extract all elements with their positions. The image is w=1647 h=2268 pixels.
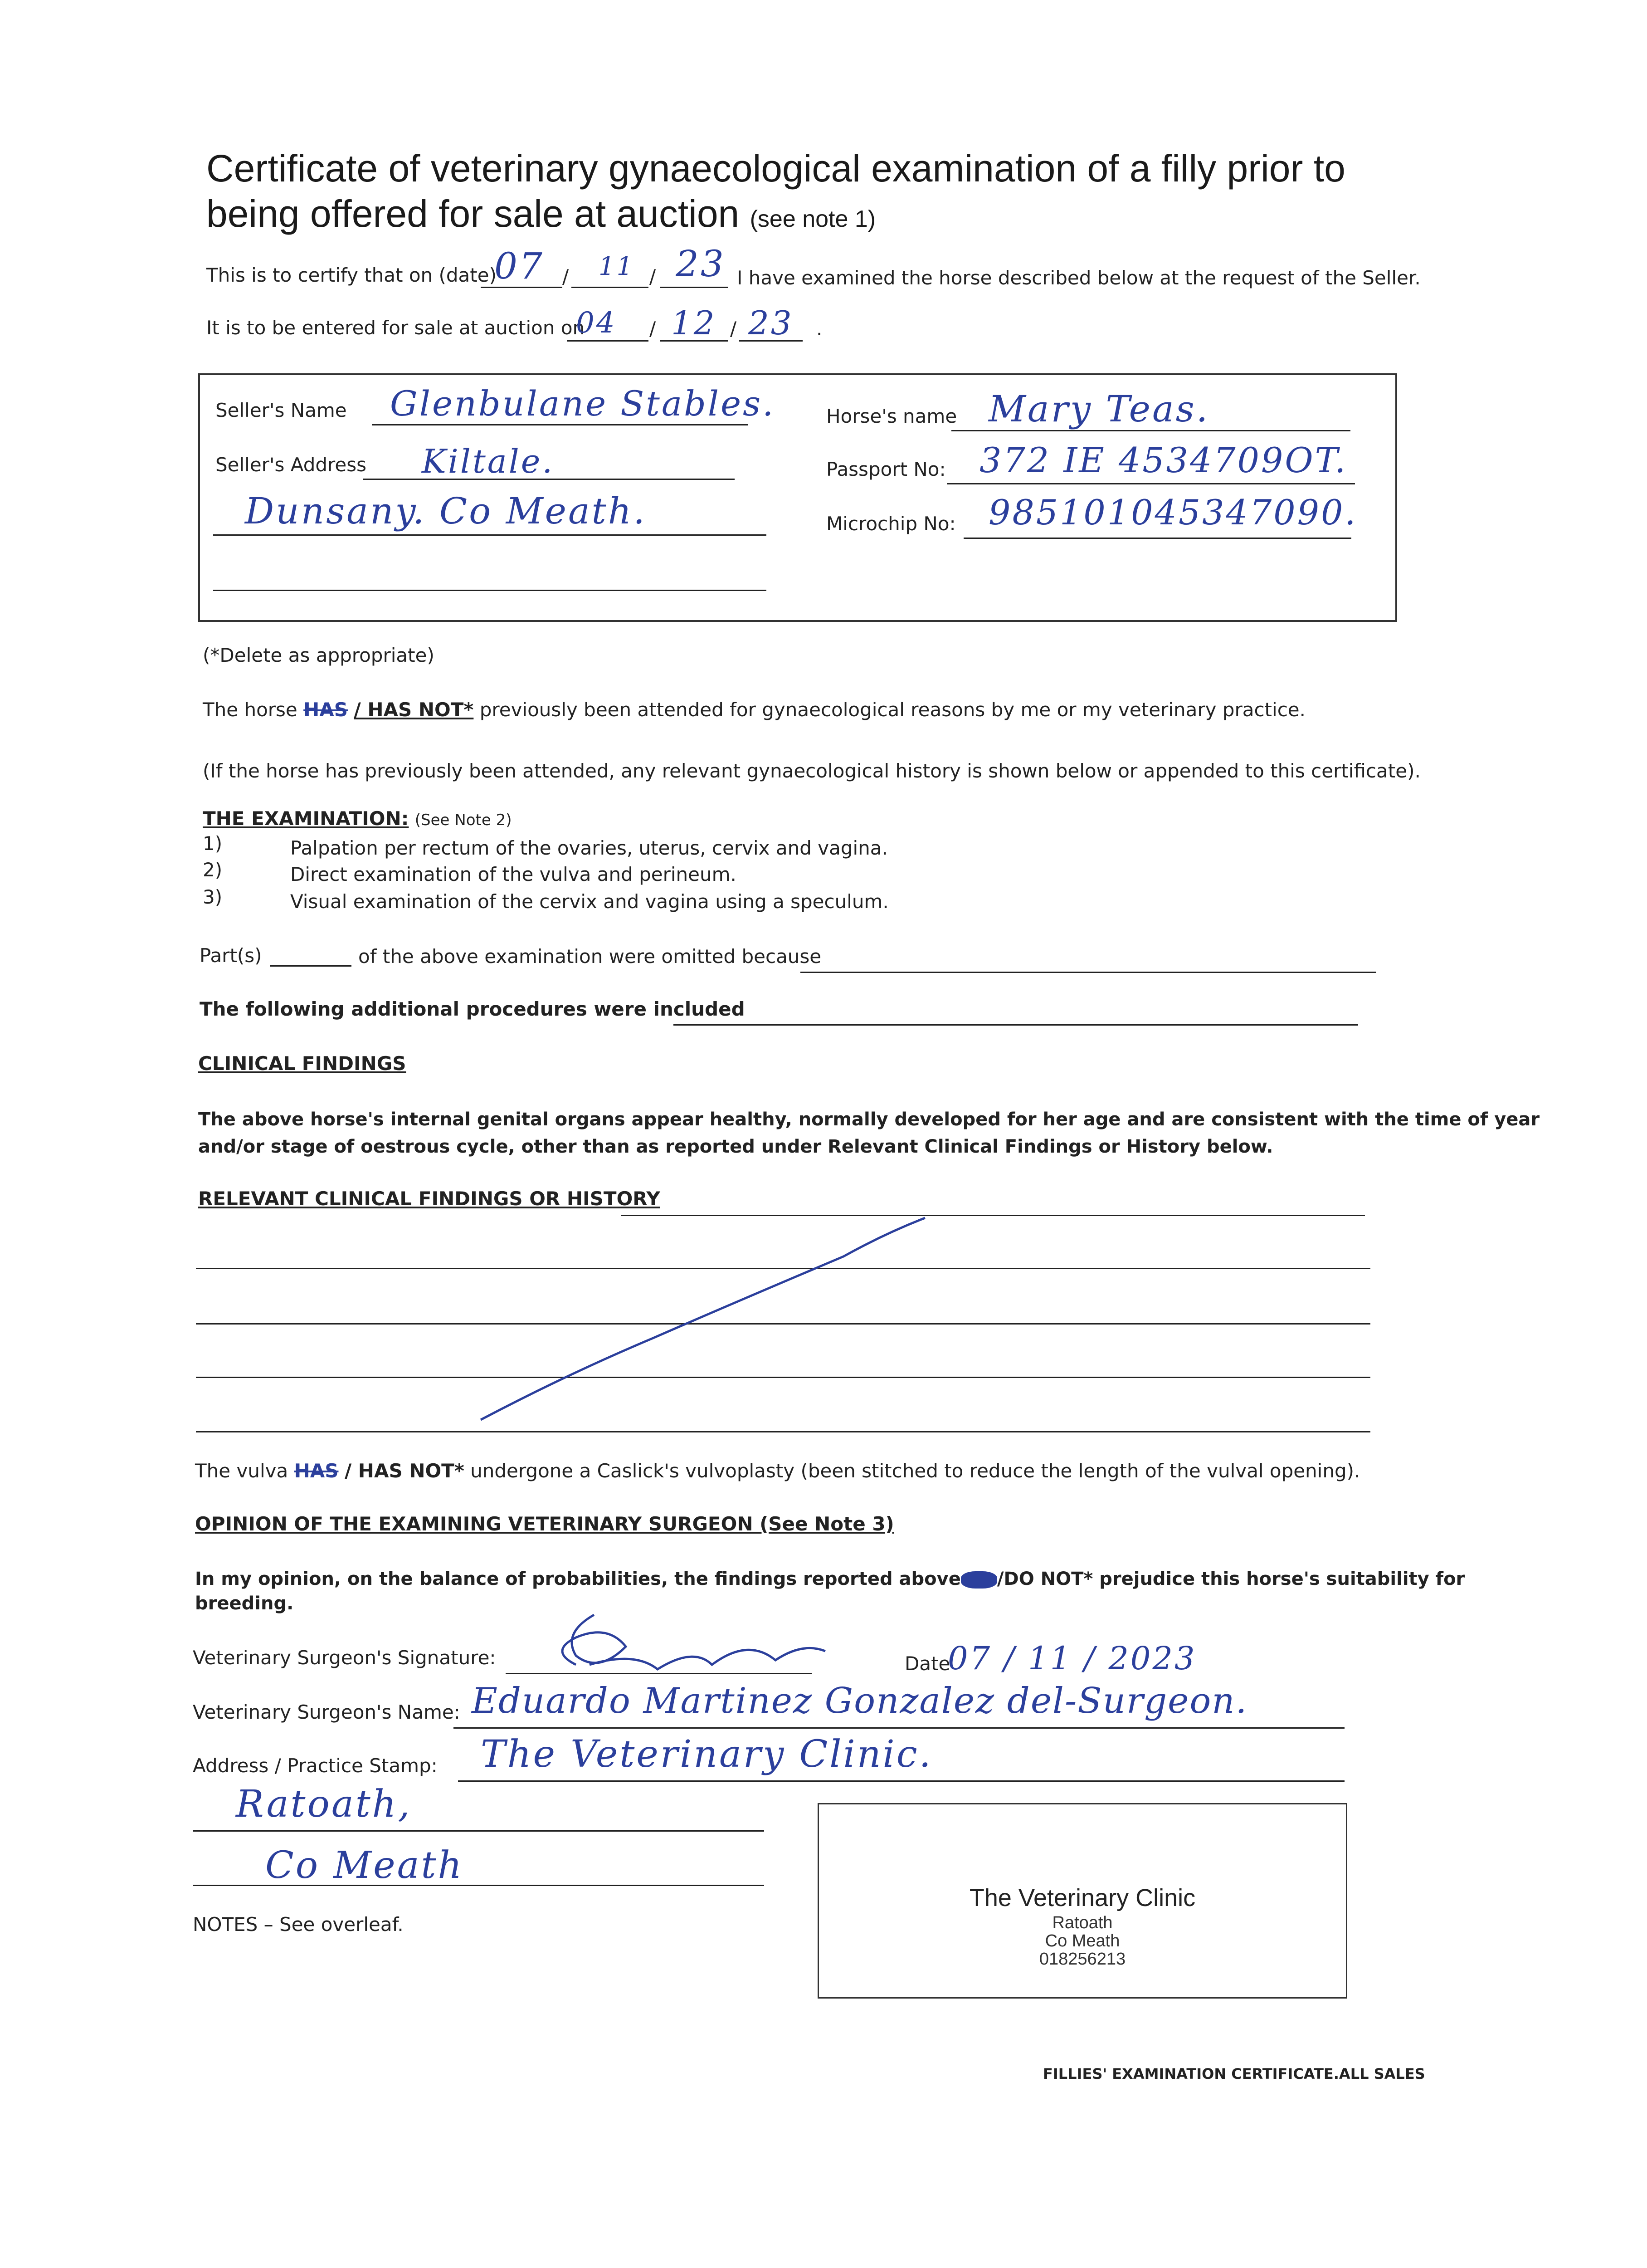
address-stamp-label: Address / Practice Stamp: xyxy=(193,1755,438,1777)
exam-item-2-text: Direct examination of the vulva and perineum. xyxy=(290,863,736,885)
surgeon-name-label: Veterinary Surgeon's Name: xyxy=(193,1701,460,1723)
opinion-line1 xyxy=(195,1569,1465,1589)
attended-choice: / HAS NOT* xyxy=(354,699,474,721)
clinical-statement-line1: The above horse's internal genital organs appear healthy, normally developed for her age and are consistent with the time of year xyxy=(198,1109,1540,1130)
auction-day[interactable]: 04 xyxy=(576,306,617,340)
delete-note: (*Delete as appropriate) xyxy=(203,644,434,666)
certify-sep2: / xyxy=(649,265,656,288)
examination-heading: THE EXAMINATION: (See Note 2) xyxy=(203,807,512,830)
certify-date-year[interactable]: 23 xyxy=(676,243,726,285)
struck-out-scribble xyxy=(961,1571,997,1589)
auction-sep1: / xyxy=(649,318,656,340)
microchip-value[interactable]: 985101045347090. xyxy=(989,492,1358,533)
stamp-town: Ratoath xyxy=(1052,1913,1113,1932)
stamp-phone: 018256213 xyxy=(1039,1950,1126,1969)
omitted-prefix: Part(s) xyxy=(200,944,262,967)
opinion-line2: breeding. xyxy=(195,1593,294,1614)
auction-month[interactable]: 12 xyxy=(671,304,716,342)
seller-address-line1[interactable]: Kiltale. xyxy=(422,442,555,480)
exam-item-2-num: 2) xyxy=(203,859,223,881)
signature-scribble[interactable] xyxy=(521,1597,839,1687)
signature-label: Veterinary Surgeon's Signature: xyxy=(193,1647,496,1669)
vulva-suffix: undergone a Caslick's vulvoplasty (been stitched to reduce the length of the vulval opening). xyxy=(470,1460,1360,1482)
certify-prefix: This is to certify that on (date) xyxy=(206,264,497,286)
seller-name-value[interactable]: Glenbulane Stables. xyxy=(390,383,775,424)
stamp-county: Co Meath xyxy=(1045,1931,1120,1950)
horse-name-value[interactable]: Mary Teas. xyxy=(989,388,1210,430)
seller-address-line2[interactable]: Dunsany. Co Meath. xyxy=(245,490,647,532)
passport-value[interactable]: 372 IE 4534709OT. xyxy=(979,440,1348,480)
practice-stamp-box xyxy=(818,1803,1347,1999)
vulva-choice: / HAS NOT* xyxy=(344,1460,464,1482)
exam-item-3-num: 3) xyxy=(203,886,223,908)
opinion-line1-prefix: In my opinion, on the balance of probabilities, the findings reported above xyxy=(195,1569,961,1589)
surgeon-address-line1[interactable]: The Veterinary Clinic. xyxy=(481,1733,933,1776)
passport-label: Passport No: xyxy=(826,458,946,480)
auction-prefix: It is to be entered for sale at auction on xyxy=(206,317,585,339)
opinion-heading: OPINION OF THE EXAMINING VETERINARY SURGEON (See Note 3) xyxy=(195,1513,894,1535)
title-text: being offered for sale at auction xyxy=(206,192,740,235)
attended-suffix: previously been attended for gynaecological reasons by me or my veterinary practice. xyxy=(479,699,1306,721)
clinical-statement-line2: and/or stage of oestrous cycle, other than as reported under Relevant Clinical Findings or History below. xyxy=(198,1136,1273,1157)
relevant-findings-heading: RELEVANT CLINICAL FINDINGS OR HISTORY xyxy=(198,1188,660,1210)
auction-sep2: / xyxy=(730,318,737,340)
vulva-struck-option: HAS xyxy=(294,1460,339,1482)
microchip-label: Microchip No: xyxy=(826,513,956,535)
notes-see-overleaf: NOTES – See overleaf. xyxy=(193,1913,404,1936)
seller-name-label: Seller's Name xyxy=(215,399,347,421)
certificate-title-line1: Certificate of veterinary gynaecological examination of a filly prior to xyxy=(206,147,1345,190)
horse-name-label: Horse's name xyxy=(826,405,957,427)
certify-date-day[interactable]: 07 xyxy=(494,245,544,287)
exam-item-1-text: Palpation per rectum of the ovaries, uterus, cervix and vagina. xyxy=(290,837,888,859)
surgeon-date-value[interactable]: 07 / 11 / 2023 xyxy=(948,1640,1197,1677)
date-label: Date xyxy=(905,1652,950,1675)
certify-sep1: / xyxy=(562,265,569,288)
stamp-clinic-name: The Veterinary Clinic xyxy=(969,1884,1196,1911)
vulva-line xyxy=(195,1460,1360,1482)
exam-item-3-text: Visual examination of the cervix and vagina using a speculum. xyxy=(290,890,889,913)
seller-address-label: Seller's Address xyxy=(215,454,366,476)
auction-year[interactable]: 23 xyxy=(748,304,794,342)
surgeon-address-line2[interactable]: Ratoath, xyxy=(236,1783,412,1826)
title-note: (see note 1) xyxy=(750,206,876,232)
exam-item-1-num: 1) xyxy=(203,832,223,855)
opinion-choice: /DO NOT* xyxy=(997,1569,1093,1589)
history-note: (If the horse has previously been attended, any relevant gynaecological history is shown below or appended to this certificate). xyxy=(203,760,1421,782)
certify-suffix: I have examined the horse described below at the request of the Seller. xyxy=(737,267,1421,289)
additional-procedures-label: The following additional procedures were included xyxy=(200,998,745,1020)
clinical-findings-heading: CLINICAL FINDINGS xyxy=(198,1052,406,1075)
footer-form-name: FILLIES' EXAMINATION CERTIFICATE.ALL SALES xyxy=(1043,2065,1425,2082)
certify-date-month[interactable]: 11 xyxy=(599,252,635,281)
surgeon-address-line3[interactable]: Co Meath xyxy=(265,1844,464,1887)
attended-prefix: The horse xyxy=(203,699,297,721)
opinion-line1-suffix: prejudice this horse's suitability for xyxy=(1099,1569,1465,1589)
omitted-middle: of the above examination were omitted because xyxy=(358,945,822,968)
surgeon-name-value[interactable]: Eduardo Martinez Gonzalez del-Surgeon. xyxy=(472,1681,1248,1721)
attended-struck-option: HAS xyxy=(303,699,348,721)
auction-end: . xyxy=(816,318,823,340)
vulva-prefix: The vulva xyxy=(195,1460,288,1482)
